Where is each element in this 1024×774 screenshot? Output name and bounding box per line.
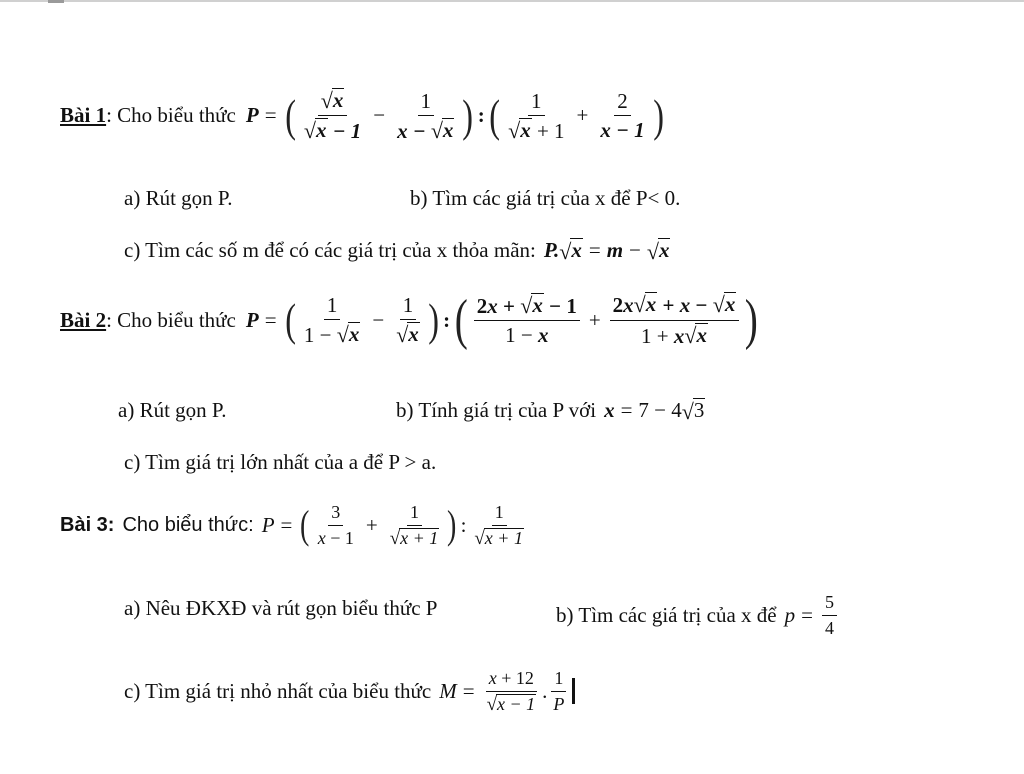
bai2-b: b) Tính giá trị của P với [396,398,597,422]
bai3-a-line [124,596,437,621]
bai2-a-line [118,398,227,423]
bai3-b: b) Tìm các giá trị của x để [556,602,777,627]
bai1-frac1: √ x √ x − 1 [303,88,362,144]
bai1-frac2: 1 x − √ x [397,88,454,143]
bai2-c: c) Tìm giá trị lớn nhất của a để P > a. [124,450,437,474]
bai2-a: a) Rút gọn P. [118,398,227,422]
bai3-frac1: $\frac{3}{x - 1}$ [317,502,354,548]
bai2-frac4: 2x √ x + x − √ x 1 + x √ x [610,292,740,347]
bai3-frac2: 1 √ x + 1 [389,502,439,549]
bai2-frac2: 1 √ x [396,292,419,348]
bai1-c: c) Tìm các số m để có các giá trị của x thỏa mãn: [124,238,536,262]
bai3-line: Bài 3: Cho biểu thức: P = ( $\frac{3}{x - 1}$ + 1 √ x + 1 ) : 1 √ x + 1 [60,502,530,549]
bai2-line: Bài 2 : Cho biểu thức P = ( 1 1 − √ x − 1 √ x ) : ( 2x + √ x − 1 1 − x + 2x √ x + x − √ x 1 + x √ x ) [60,289,759,351]
bai1-b: b) Tìm các giá trị của x để P< 0. [410,186,681,210]
bai3-frac-m2: $\frac{1}{P}$ [553,668,565,714]
bai3-frac3: 1 √ x + 1 [474,502,523,549]
text-cursor [572,678,575,704]
bai1-c-line: c) Tìm các số m để có các giá trị của x thỏa mãn: P. √ x = m − √ x [124,238,670,264]
bai1-frac3: 1 √ x + 1 [508,88,565,143]
ruler-marker [48,0,64,3]
bai1-line: Bài 1 : Cho biểu thức P = ( √ x √ x − 1 − 1 x − √ x ) : ( 1 √ x + 1 + $\frac{2}{x - 1}$ ) [60,88,664,144]
bai2-intro: : Cho biểu thức [106,307,236,332]
bai1-a-line [124,186,233,211]
bai2-frac3: 2x + √ x − 1 1 − x [474,293,580,347]
bai1-label: Bài 1 [60,103,107,128]
bai3-c-line: c) Tìm giá trị nhỏ nhất của biểu thức M = x + 12 √ x − 1 . $\frac{1}{P}$ [124,668,575,715]
bai3-intro: Cho biểu thức: [122,513,254,536]
bai3-label: Bài 3: [60,513,115,536]
bai1-a: a) Rút gọn P. [124,186,233,210]
bai3-c: c) Tìm giá trị nhỏ nhất của biểu thức [124,678,432,703]
page-top-border [0,0,1024,2]
bai1-frac4: $\frac{2}{x - 1}$ [600,89,645,143]
bai3-frac-m1: x + 12 √ x − 1 [486,668,536,715]
bai1-intro: : Cho biểu thức [106,103,236,128]
bai2-frac1: 1 1 − √ x [303,292,360,348]
bai3-b-line: b) Tìm các giá trị của x để p = $\frac{5}{4}$ [556,592,840,638]
bai2-label: Bài 2 [60,307,107,332]
bai2-b-line: b) Tính giá trị của P với x = 7 − 4 √ 3 [396,398,705,424]
bai3-a: a) Nêu ĐKXĐ và rút gọn biểu thức P [124,596,438,620]
bai2-c-line [124,450,436,475]
bai1-b-line [410,186,680,211]
bai3-frac-5-4: $\frac{5}{4}$ [822,592,837,638]
